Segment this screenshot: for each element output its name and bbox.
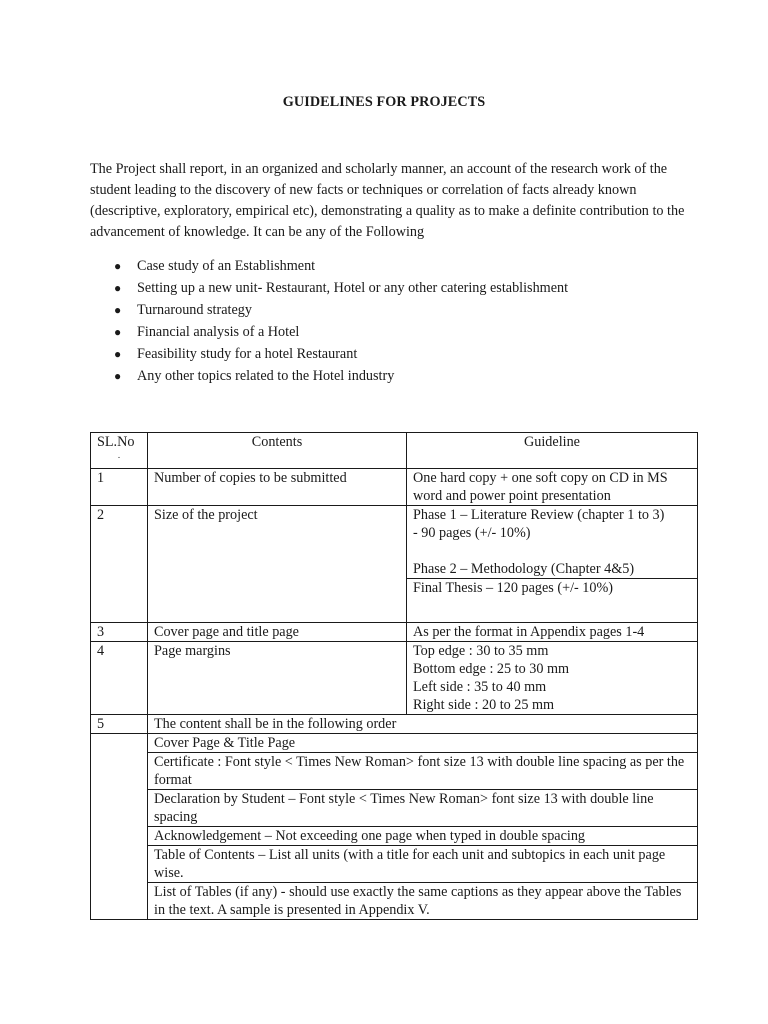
intro-paragraph: The Project shall report, in an organized and scholarly manner, an account of the research work of the student leading to the discovery of new facts or techniques or correlation of facts already known (descriptive, exploratory, empirical etc), demonstrating a quality as to make a definite contribution to the advancement of knowledge. It can be any of the Following — [90, 161, 685, 240]
row-guideline: One hard copy + one soft copy on CD in MS word and power point presentation — [407, 469, 698, 506]
order-item: List of Tables (if any) - should use exactly the same captions as they appear above the Tables in the text. A sample is presented in Appendix V. — [148, 883, 698, 920]
bullet-icon: ● — [114, 303, 122, 317]
order-item: Table of Contents – List all units (with a title for each unit and subtopics in each unit page wise. — [148, 846, 698, 883]
guideline-line: Top edge : 30 to 35 mm — [413, 643, 549, 659]
list-item — [114, 343, 568, 365]
list-item-text: Turnaround strategy — [137, 302, 252, 318]
order-item-row — [91, 734, 698, 753]
bullet-icon: ● — [114, 259, 122, 273]
list-item-text: Feasibility study for a hotel Restaurant — [137, 346, 358, 362]
row-sl: 3 — [91, 623, 148, 642]
row-sl: 4 — [91, 642, 148, 715]
page-title: GUIDELINES FOR PROJECTS — [282, 94, 486, 110]
row-guideline: As per the format in Appendix pages 1-4 — [407, 623, 698, 642]
header-sl-no — [91, 433, 148, 469]
bullet-icon: ● — [114, 325, 122, 339]
order-item: Acknowledgement – Not exceeding one page when typed in double spacing — [148, 827, 698, 846]
order-item-row — [91, 883, 698, 920]
list-item — [114, 299, 568, 321]
list-item — [114, 255, 568, 277]
row-guideline: Final Thesis – 120 pages (+/- 10%) — [407, 579, 698, 623]
row-guideline — [407, 642, 698, 715]
header-guideline: Guideline — [407, 433, 698, 469]
list-item-text: Any other topics related to the Hotel industry — [137, 368, 395, 384]
order-item-row — [91, 753, 698, 790]
table-row — [91, 469, 698, 506]
row-guideline — [407, 506, 698, 579]
bullet-icon: ● — [114, 369, 122, 383]
project-topics-list — [114, 255, 569, 387]
guideline-line: - 90 pages (+/- 10%) — [413, 525, 531, 541]
table-row — [91, 506, 698, 579]
row-contents: The content shall be in the following order — [148, 715, 698, 734]
row-sl: 1 — [91, 469, 148, 506]
table-header-row — [91, 433, 698, 469]
guideline-line: Phase 2 – Methodology (Chapter 4&5) — [413, 561, 635, 577]
header-sl-no-dot: . — [117, 450, 121, 460]
row-sl: 2 — [91, 506, 148, 623]
header-sl-no-label: SL.No — [97, 434, 135, 450]
list-item-text: Financial analysis of a Hotel — [137, 324, 300, 340]
table-row — [91, 623, 698, 642]
guideline-line: Bottom edge : 25 to 30 mm — [413, 661, 570, 677]
order-item-row — [91, 790, 698, 827]
table-row — [91, 642, 698, 715]
order-item: Cover Page & Title Page — [148, 734, 698, 753]
order-item-row — [91, 846, 698, 883]
order-item-row — [91, 827, 698, 846]
row-sl-blank — [91, 734, 148, 920]
list-item-text: Setting up a new unit- Restaurant, Hotel or any other catering establishment — [137, 280, 569, 296]
list-item — [114, 277, 569, 299]
row-contents: Page margins — [148, 642, 407, 715]
guidelines-table — [90, 432, 698, 920]
table-row — [91, 715, 698, 734]
row-sl: 5 — [91, 715, 148, 734]
bullet-icon: ● — [114, 281, 122, 295]
guideline-line: Phase 1 – Literature Review (chapter 1 to 3) — [413, 507, 665, 523]
row-contents: Cover page and title page — [148, 623, 407, 642]
list-item-text: Case study of an Establishment — [137, 258, 316, 274]
row-contents: Number of copies to be submitted — [148, 469, 407, 506]
bullet-icon: ● — [114, 347, 122, 361]
guideline-line: Left side : 35 to 40 mm — [413, 679, 547, 695]
header-contents: Contents — [148, 433, 407, 469]
guideline-line: Right side : 20 to 25 mm — [413, 697, 555, 713]
order-item: Certificate : Font style < Times New Roman> font size 13 with double line spacing as per the format — [148, 753, 698, 790]
row-contents: Size of the project — [148, 506, 407, 623]
order-item: Declaration by Student – Font style < Times New Roman> font size 13 with double line spacing — [148, 790, 698, 827]
list-item — [114, 321, 568, 343]
list-item — [114, 365, 568, 387]
